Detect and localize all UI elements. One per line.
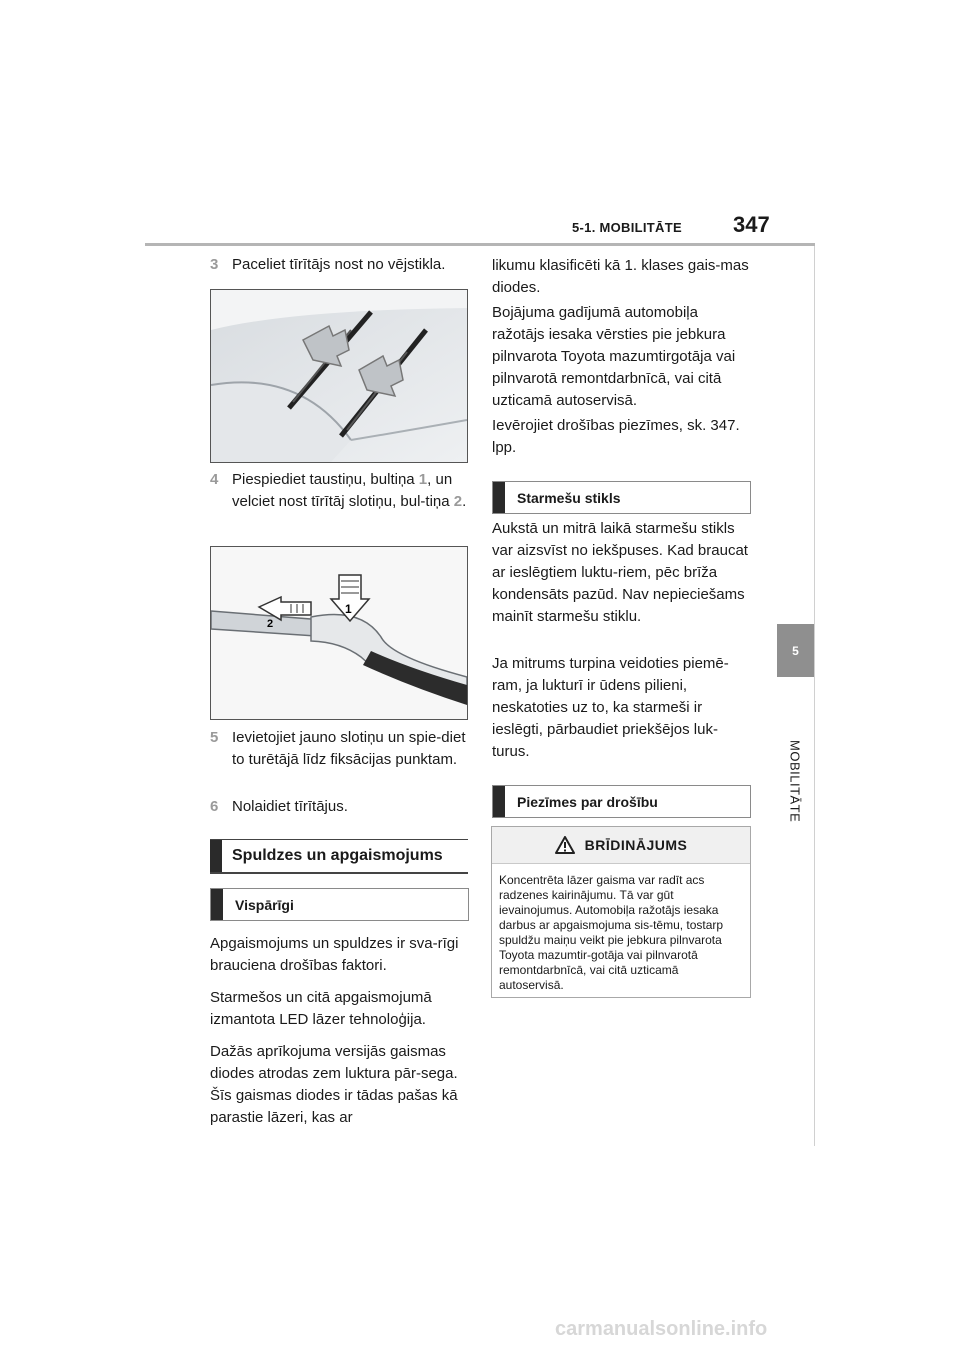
warning-text: Koncentrēta lāzer gaisma var radīt acs radzenes kairinājumu. Tā var gūt ievainojumus. Automobiļa ražotājs iesaka darbus ar apgaismojuma sis-tēmu, tostarp spuldžu maiņu veikt pie jebkura pilnvarota Toyota mazumtir-gotāja vai pilnvarotā remontdarbnīcā, vai citā uzticamā autoservisā. <box>499 873 724 992</box>
chapter-side-label <box>770 740 820 860</box>
step-3 <box>210 254 472 276</box>
section-heading-lights <box>210 839 468 874</box>
paragraph-moisture: Ja mitrums turpina veidoties piemē-ram, ja lukturī ir ūdens pilieni, neskatoties uz to, ka starmeši ir ieslēgti, pārbaudiet priekšējos luk-turus. <box>492 655 729 760</box>
heading-bar <box>210 840 222 872</box>
heading-bar <box>493 786 505 817</box>
step-text: Ievietojiet jauno slotiņu un spie-diet to turētājā līdz fiksācijas punktam. <box>232 729 466 768</box>
blade-release-illustration <box>211 547 467 719</box>
header-divider <box>145 243 815 246</box>
paragraph-lights-3: Dažās aprīkojuma versijās gaismas diodes atrodas zem luktura pār-sega. Šīs gaismas diodes ir tādas pašas kā parastie lāzeri, kas ar <box>210 1043 458 1126</box>
heading-bar <box>493 482 505 513</box>
heading-text: Spuldzes un apgaismojums <box>232 847 443 864</box>
heading-bar <box>211 889 223 920</box>
step-text: Piespiediet taustiņu, bultiņa 1, un velciet nost tīrītāj slotiņu, bul-tiņa 2. <box>232 471 467 510</box>
paragraph-damage: Bojājuma gadījumā automobiļa ražotājs iesaka vērsties pie jebkura pilnvarota Toyota mazumtirgotāja vai pilnvarotā remontdarbnīcā, vai citā uzticamā autoservisā. <box>492 304 736 409</box>
warning-header <box>492 827 750 864</box>
arrow-label-2: 2 <box>267 618 274 630</box>
heading-text: Vispārīgi <box>235 896 294 913</box>
step-text: Paceliet tīrītājs nost no vējstikla. <box>232 256 446 273</box>
figure-blade-release <box>210 546 468 720</box>
warning-triangle-icon <box>555 836 575 854</box>
step-5 <box>210 727 472 793</box>
heading-text: Piezīmes par drošību <box>517 793 658 810</box>
warning-box <box>491 826 751 998</box>
paragraph-condensation: Aukstā un mitrā laikā starmešu stikls var aizsvīst no iekšpuses. Kad braucat ar ieslēgtiem luktu-riem, pēc brīža kondensāts pazūd. Nav nepieciešams mainīt starmešu stiklu. <box>492 520 748 625</box>
step-number: 5 <box>210 729 219 746</box>
paragraph-see-safety: Ievērojiet drošības piezīmes, sk. 347. lpp. <box>492 417 740 456</box>
paragraph-lights-2: Starmešos un citā apgaismojumā izmantota LED lāzer tehnoloģija. <box>210 989 432 1028</box>
paragraph-lights-1: Apgaismojums un spuldzes ir sva-rīgi brauciena drošības faktori. <box>210 935 459 974</box>
running-header-section: 5-1. MOBILITĀTE <box>572 220 682 235</box>
arrow-label-1: 1 <box>345 602 352 616</box>
watermark: carmanualsonline.info <box>555 1318 768 1340</box>
chapter-side-label-text: MOBILITĀTE <box>787 740 803 823</box>
step-text: Nolaidiet tīrītājus. <box>232 798 348 815</box>
subheading-headlight-glass <box>492 481 751 514</box>
page-number: 347 <box>733 212 770 237</box>
step-number: 4 <box>210 471 219 488</box>
warning-title: BRĪDINĀJUMS <box>584 837 688 853</box>
callout-2: 2 <box>453 493 463 510</box>
chapter-tab: 5 <box>777 624 814 677</box>
wiper-lift-illustration <box>211 290 467 462</box>
paragraph-laser-class: likumu klasificēti kā 1. klases gais-mas diodes. <box>492 257 749 296</box>
subheading-safety-notes <box>492 785 751 818</box>
callout-1: 1 <box>418 471 428 488</box>
side-divider <box>814 246 815 1146</box>
heading-text: Starmešu stikls <box>517 489 621 506</box>
step-4 <box>210 469 472 535</box>
step-6 <box>210 796 472 818</box>
step-number: 6 <box>210 798 219 815</box>
subheading-general <box>210 888 469 921</box>
figure-wiper-lift <box>210 289 468 463</box>
step-number: 3 <box>210 256 219 273</box>
